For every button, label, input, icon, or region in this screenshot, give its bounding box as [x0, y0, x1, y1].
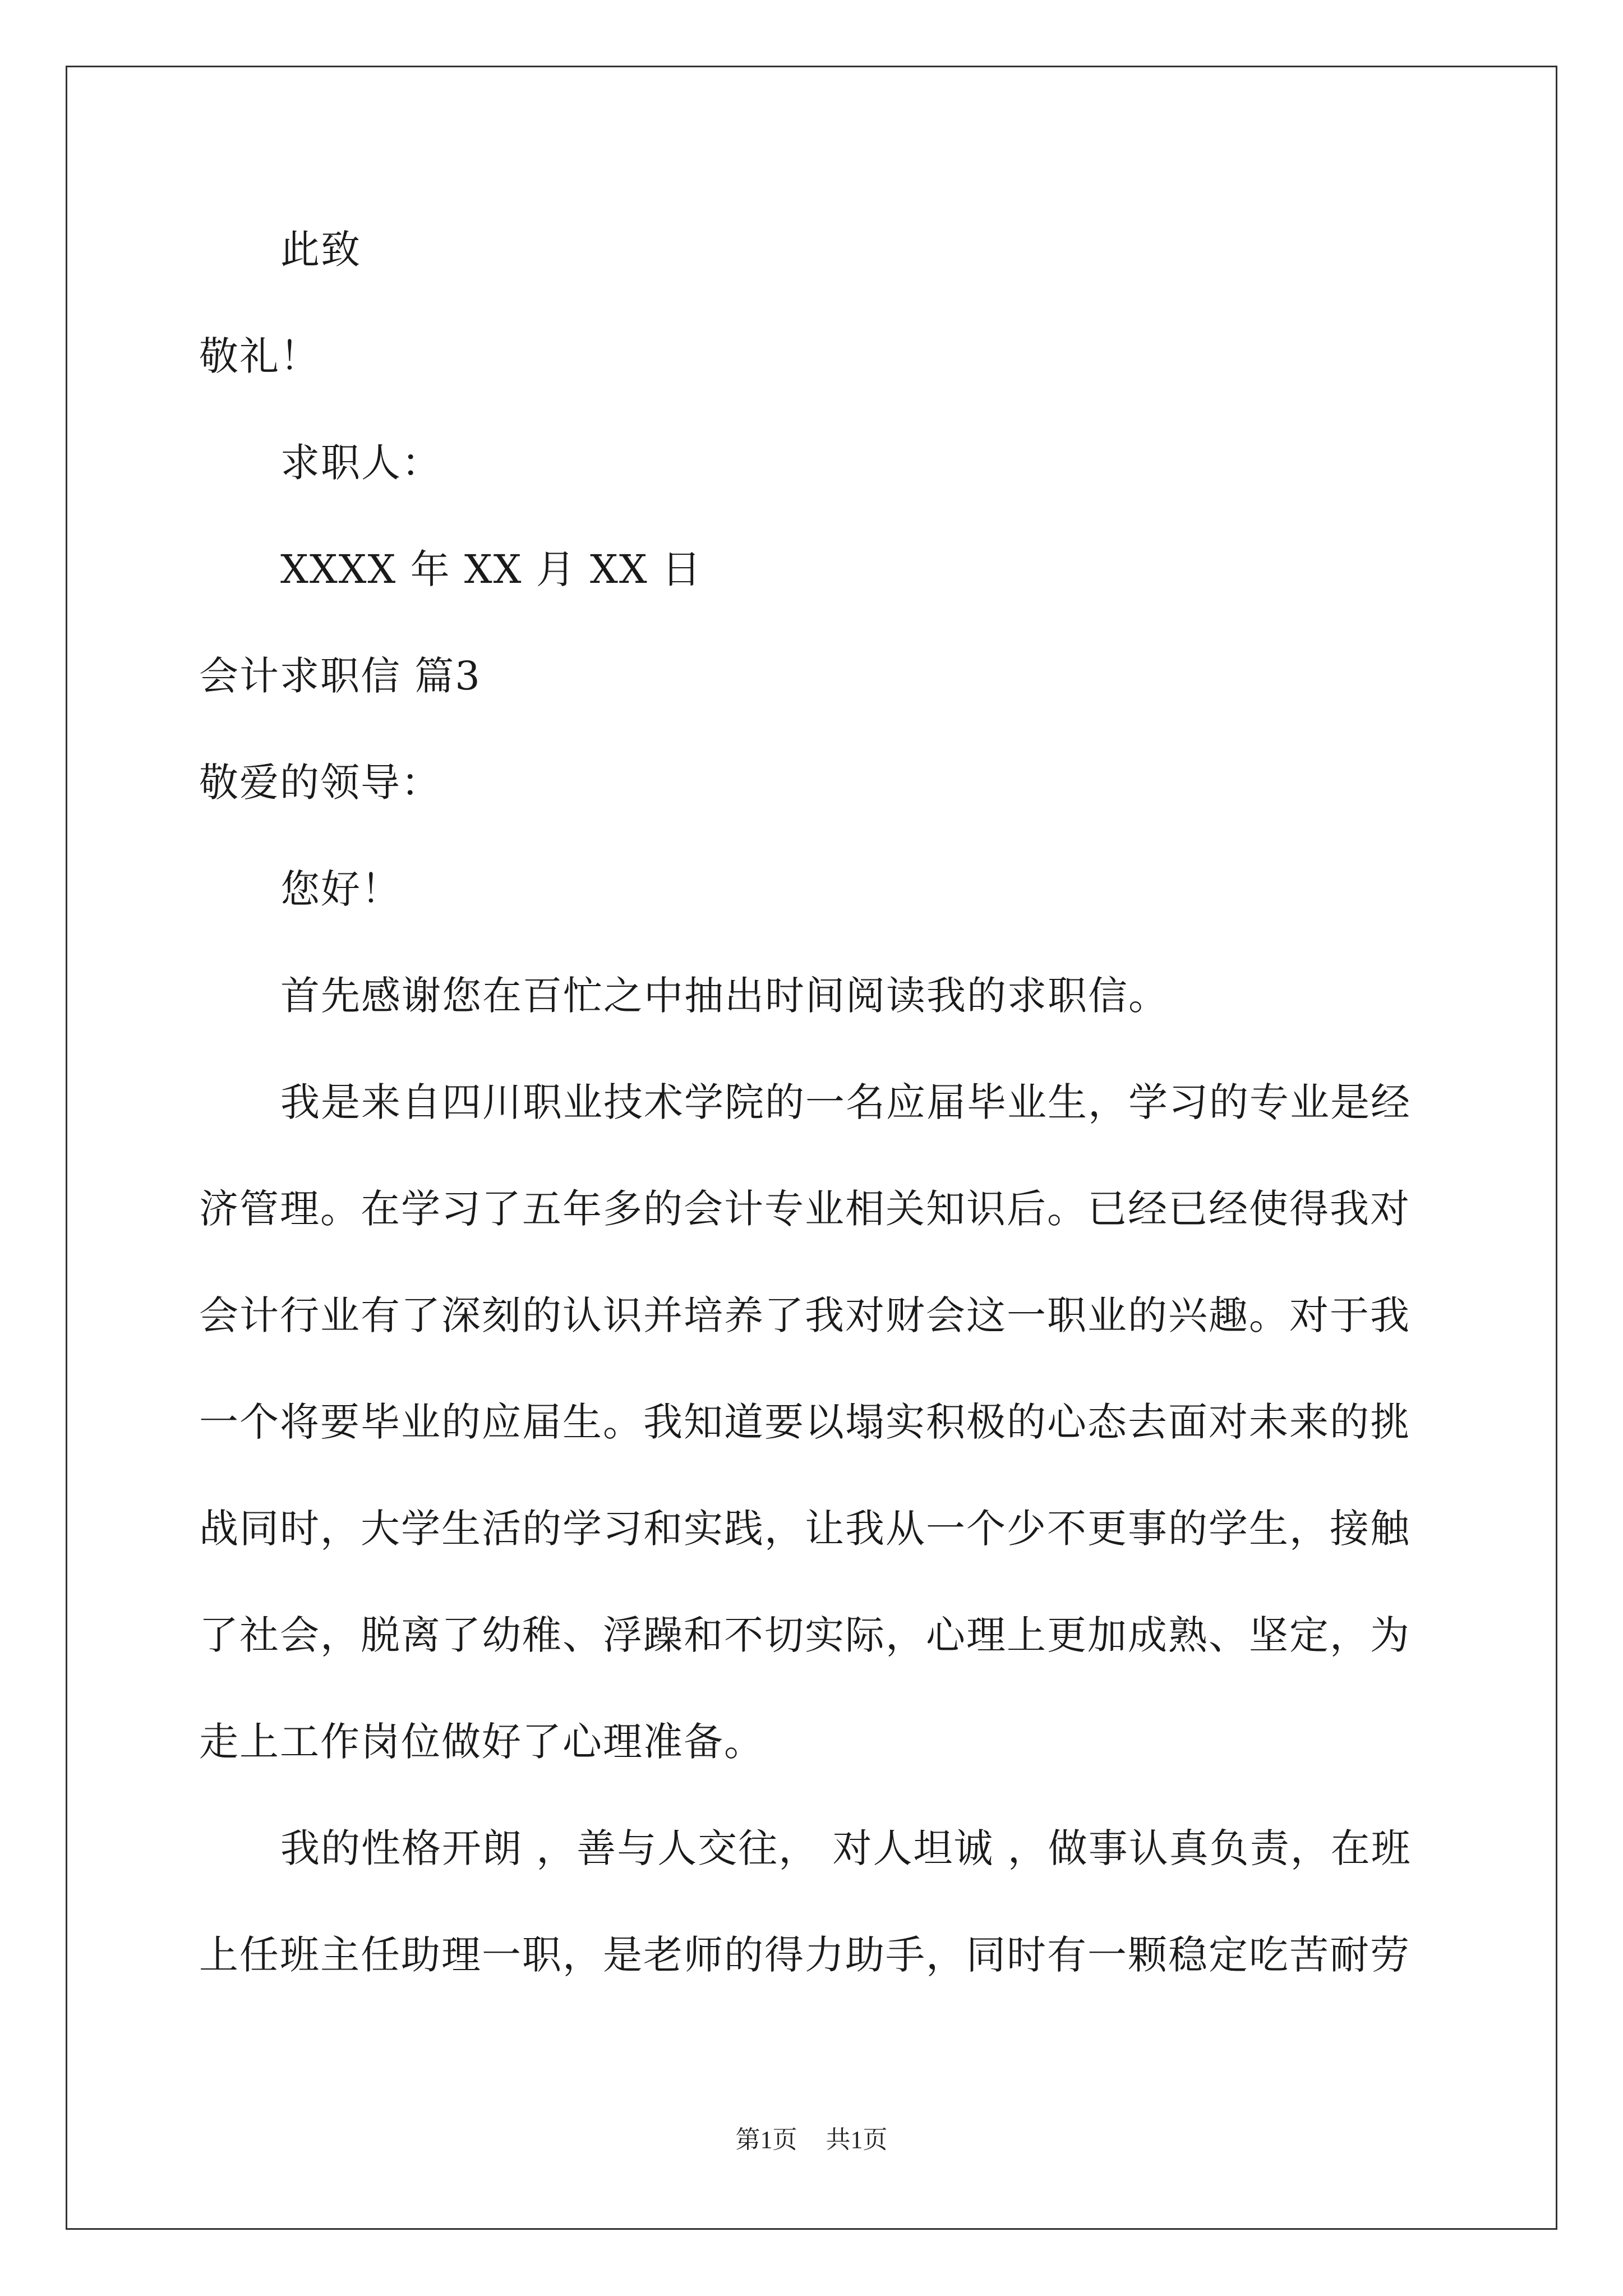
closing-salutation-2: 敬礼！ [199, 333, 320, 379]
section-title: 会计求职信 篇3 [199, 653, 481, 699]
paragraph-line: 了社会，脱离了幼稚、浮躁和不切实际，心理上更加成熟、坚定，为 [199, 1612, 1410, 1658]
paragraph-line: 我是来自四川职业技术学院的一名应届毕业生，学习的专业是经 [280, 1079, 1411, 1125]
paragraph-line: 走上工作岗位做好了心理准备。 [199, 1719, 764, 1765]
letter-date: XXXX 年 XX 月 XX 日 [280, 546, 702, 592]
paragraph-line: 战同时，大学生活的学习和实践，让我从一个少不更事的学生，接触 [199, 1506, 1410, 1552]
page-border [66, 66, 1557, 2230]
page-number-total: 共1页 [826, 2126, 888, 2154]
signer-label: 求职人： [280, 440, 442, 486]
paragraph-line: 上任班主任助理一职，是老师的得力助手，同时有一颗稳定吃苦耐劳 [199, 1932, 1410, 1978]
paragraph-line: 首先感谢您在百忙之中抽出时间阅读我的求职信。 [280, 973, 1169, 1019]
page-number-current: 第1页 [735, 2126, 797, 2154]
page-footer [0, 2123, 1623, 2157]
paragraph-line: 一个将要毕业的应届生。我知道要以塌实积极的心态去面对未来的挑 [199, 1399, 1410, 1445]
paragraph-line: 会计行业有了深刻的认识并培养了我对财会这一职业的兴趣。对于我 [199, 1292, 1410, 1338]
paragraph-line: 我的性格开朗 ，善与人交往， 对人坦诚 ，做事认真负责，在班 [280, 1825, 1412, 1871]
letter-greeting: 敬爱的领导： [199, 760, 441, 806]
letter-hello: 您好！ [280, 866, 402, 912]
paragraph-line: 济管理。在学习了五年多的会计专业相关知识后。已经已经使得我对 [199, 1186, 1410, 1232]
closing-salutation-1: 此致 [280, 227, 361, 273]
